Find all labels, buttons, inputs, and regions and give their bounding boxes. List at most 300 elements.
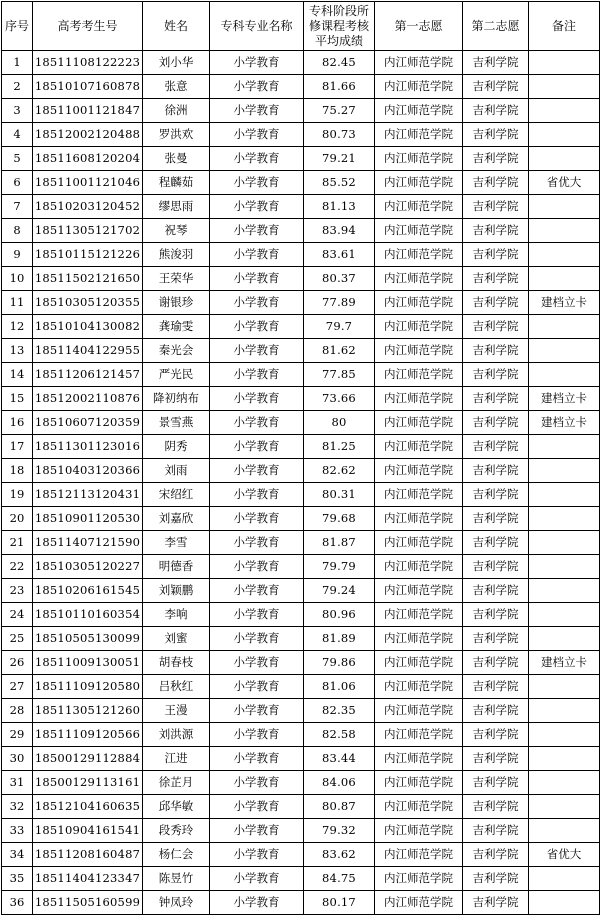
cell-score: 73.66: [304, 387, 375, 411]
cell-seq: 22: [2, 555, 33, 579]
cell-second-choice: 吉利学院: [463, 891, 529, 915]
cell-name: 熊浚羽: [143, 243, 210, 267]
cell-remarks: [529, 123, 600, 147]
table-row: [2, 699, 600, 723]
header-name: 姓名: [143, 2, 210, 51]
cell-major: 小学教育: [210, 147, 304, 171]
cell-exam-no: 18511001121847: [33, 99, 143, 123]
table-row: [2, 555, 600, 579]
cell-second-choice: 吉利学院: [463, 627, 529, 651]
header-exam-no: 高考考生号: [33, 2, 143, 51]
cell-exam-no: 18512113120431: [33, 483, 143, 507]
cell-major: 小学教育: [210, 723, 304, 747]
cell-first-choice: 内江师范学院: [375, 75, 463, 99]
table-row: [2, 579, 600, 603]
cell-seq: 14: [2, 363, 33, 387]
cell-exam-no: 18511301123016: [33, 435, 143, 459]
cell-second-choice: 吉利学院: [463, 819, 529, 843]
cell-exam-no: 18510901120530: [33, 507, 143, 531]
cell-name: 王漫: [143, 699, 210, 723]
cell-remarks: [529, 819, 600, 843]
cell-seq: 20: [2, 507, 33, 531]
cell-major: 小学教育: [210, 651, 304, 675]
cell-first-choice: 内江师范学院: [375, 723, 463, 747]
cell-name: 明德香: [143, 555, 210, 579]
cell-seq: 7: [2, 195, 33, 219]
cell-first-choice: 内江师范学院: [375, 267, 463, 291]
cell-remarks: [529, 867, 600, 891]
cell-seq: 16: [2, 411, 33, 435]
cell-score: 77.85: [304, 363, 375, 387]
cell-score: 85.52: [304, 171, 375, 195]
table-row: [2, 147, 600, 171]
cell-exam-no: 18512104160635: [33, 795, 143, 819]
header-remarks: 备注: [529, 2, 600, 51]
cell-seq: 11: [2, 291, 33, 315]
cell-seq: 4: [2, 123, 33, 147]
cell-exam-no: 18510115121226: [33, 243, 143, 267]
cell-exam-no: 18510104130082: [33, 315, 143, 339]
cell-major: 小学教育: [210, 99, 304, 123]
cell-name: 祝琴: [143, 219, 210, 243]
cell-major: 小学教育: [210, 627, 304, 651]
cell-name: 刘颖鹏: [143, 579, 210, 603]
cell-major: 小学教育: [210, 387, 304, 411]
cell-remarks: [529, 195, 600, 219]
cell-exam-no: 18510110160354: [33, 603, 143, 627]
table-row: [2, 315, 600, 339]
cell-exam-no: 18510403120366: [33, 459, 143, 483]
cell-first-choice: 内江师范学院: [375, 123, 463, 147]
cell-exam-no: 18511009130051: [33, 651, 143, 675]
cell-score: 84.06: [304, 771, 375, 795]
table-row: [2, 507, 600, 531]
cell-score: 82.58: [304, 723, 375, 747]
cell-second-choice: 吉利学院: [463, 243, 529, 267]
cell-name: 段秀玲: [143, 819, 210, 843]
cell-seq: 2: [2, 75, 33, 99]
cell-remarks: [529, 579, 600, 603]
table-row: [2, 411, 600, 435]
cell-first-choice: 内江师范学院: [375, 147, 463, 171]
cell-remarks: [529, 723, 600, 747]
cell-score: 81.87: [304, 531, 375, 555]
cell-seq: 12: [2, 315, 33, 339]
table-row: [2, 627, 600, 651]
cell-remarks: [529, 51, 600, 75]
table-row: [2, 99, 600, 123]
cell-first-choice: 内江师范学院: [375, 171, 463, 195]
cell-seq: 17: [2, 435, 33, 459]
cell-score: 83.62: [304, 843, 375, 867]
table-row: [2, 819, 600, 843]
cell-exam-no: 18511404123347: [33, 867, 143, 891]
cell-exam-no: 18511502121650: [33, 267, 143, 291]
cell-name: 宋绍红: [143, 483, 210, 507]
cell-name: 吕秋红: [143, 675, 210, 699]
cell-exam-no: 18511109120566: [33, 723, 143, 747]
table-row: [2, 747, 600, 771]
cell-major: 小学教育: [210, 771, 304, 795]
table-row: [2, 243, 600, 267]
cell-exam-no: 18511305121260: [33, 699, 143, 723]
cell-score: 79.86: [304, 651, 375, 675]
cell-second-choice: 吉利学院: [463, 675, 529, 699]
cell-seq: 10: [2, 267, 33, 291]
cell-seq: 18: [2, 459, 33, 483]
table-row: [2, 435, 600, 459]
cell-second-choice: 吉利学院: [463, 339, 529, 363]
cell-exam-no: 18511407121590: [33, 531, 143, 555]
cell-second-choice: 吉利学院: [463, 195, 529, 219]
cell-seq: 30: [2, 747, 33, 771]
cell-major: 小学教育: [210, 483, 304, 507]
cell-remarks: [529, 483, 600, 507]
cell-first-choice: 内江师范学院: [375, 411, 463, 435]
cell-score: 80.73: [304, 123, 375, 147]
cell-first-choice: 内江师范学院: [375, 507, 463, 531]
cell-exam-no: 18511001121046: [33, 171, 143, 195]
cell-second-choice: 吉利学院: [463, 531, 529, 555]
cell-exam-no: 18512002120488: [33, 123, 143, 147]
header-second-choice: 第二志愿: [463, 2, 529, 51]
cell-major: 小学教育: [210, 363, 304, 387]
cell-exam-no: 18510206161545: [33, 579, 143, 603]
cell-name: 降初纳布: [143, 387, 210, 411]
cell-exam-no: 18512002110876: [33, 387, 143, 411]
cell-name: 程麟茹: [143, 171, 210, 195]
cell-major: 小学教育: [210, 51, 304, 75]
cell-score: 80.37: [304, 267, 375, 291]
cell-name: 李响: [143, 603, 210, 627]
cell-exam-no: 18510607120359: [33, 411, 143, 435]
cell-first-choice: 内江师范学院: [375, 435, 463, 459]
cell-first-choice: 内江师范学院: [375, 363, 463, 387]
cell-second-choice: 吉利学院: [463, 507, 529, 531]
cell-major: 小学教育: [210, 747, 304, 771]
cell-second-choice: 吉利学院: [463, 99, 529, 123]
cell-first-choice: 内江师范学院: [375, 459, 463, 483]
cell-major: 小学教育: [210, 435, 304, 459]
cell-remarks: 建档立卡: [529, 387, 600, 411]
cell-name: 江进: [143, 747, 210, 771]
cell-remarks: [529, 99, 600, 123]
cell-major: 小学教育: [210, 699, 304, 723]
cell-name: 胡春枝: [143, 651, 210, 675]
cell-seq: 3: [2, 99, 33, 123]
cell-second-choice: 吉利学院: [463, 75, 529, 99]
cell-first-choice: 内江师范学院: [375, 531, 463, 555]
cell-second-choice: 吉利学院: [463, 51, 529, 75]
cell-remarks: [529, 555, 600, 579]
cell-major: 小学教育: [210, 507, 304, 531]
cell-first-choice: 内江师范学院: [375, 483, 463, 507]
header-first-choice: 第一志愿: [375, 2, 463, 51]
table-body: [2, 51, 600, 915]
table-row: [2, 219, 600, 243]
cell-first-choice: 内江师范学院: [375, 315, 463, 339]
cell-name: 刘嘉欣: [143, 507, 210, 531]
cell-first-choice: 内江师范学院: [375, 843, 463, 867]
cell-second-choice: 吉利学院: [463, 147, 529, 171]
cell-second-choice: 吉利学院: [463, 123, 529, 147]
cell-major: 小学教育: [210, 795, 304, 819]
cell-score: 83.94: [304, 219, 375, 243]
cell-name: 钟凤玲: [143, 891, 210, 915]
cell-name: 罗洪欢: [143, 123, 210, 147]
table-row: [2, 195, 600, 219]
cell-seq: 36: [2, 891, 33, 915]
cell-first-choice: 内江师范学院: [375, 771, 463, 795]
cell-name: 李雪: [143, 531, 210, 555]
cell-first-choice: 内江师范学院: [375, 651, 463, 675]
cell-remarks: [529, 75, 600, 99]
cell-first-choice: 内江师范学院: [375, 891, 463, 915]
cell-second-choice: 吉利学院: [463, 291, 529, 315]
cell-exam-no: 18511208160487: [33, 843, 143, 867]
cell-exam-no: 18510505130099: [33, 627, 143, 651]
cell-remarks: [529, 795, 600, 819]
cell-exam-no: 18511108122223: [33, 51, 143, 75]
cell-first-choice: 内江师范学院: [375, 339, 463, 363]
cell-remarks: [529, 339, 600, 363]
cell-score: 83.44: [304, 747, 375, 771]
cell-remarks: [529, 315, 600, 339]
cell-remarks: 建档立卡: [529, 411, 600, 435]
cell-remarks: [529, 699, 600, 723]
cell-seq: 35: [2, 867, 33, 891]
cell-second-choice: 吉利学院: [463, 723, 529, 747]
cell-exam-no: 18500129112884: [33, 747, 143, 771]
cell-major: 小学教育: [210, 891, 304, 915]
cell-name: 张意: [143, 75, 210, 99]
cell-exam-no: 18511305121702: [33, 219, 143, 243]
cell-name: 张曼: [143, 147, 210, 171]
table-row: [2, 339, 600, 363]
header-seq: 序号: [2, 2, 33, 51]
table-row: [2, 363, 600, 387]
table-row: [2, 267, 600, 291]
cell-first-choice: 内江师范学院: [375, 867, 463, 891]
cell-remarks: [529, 435, 600, 459]
cell-remarks: [529, 243, 600, 267]
cell-exam-no: 18510107160878: [33, 75, 143, 99]
cell-seq: 21: [2, 531, 33, 555]
cell-score: 79.68: [304, 507, 375, 531]
cell-major: 小学教育: [210, 315, 304, 339]
cell-seq: 1: [2, 51, 33, 75]
cell-major: 小学教育: [210, 579, 304, 603]
cell-score: 81.06: [304, 675, 375, 699]
table-row: [2, 387, 600, 411]
cell-seq: 8: [2, 219, 33, 243]
cell-seq: 29: [2, 723, 33, 747]
cell-remarks: [529, 675, 600, 699]
cell-second-choice: 吉利学院: [463, 771, 529, 795]
cell-major: 小学教育: [210, 555, 304, 579]
cell-exam-no: 18510305120355: [33, 291, 143, 315]
cell-name: 阴秀: [143, 435, 210, 459]
cell-first-choice: 内江师范学院: [375, 219, 463, 243]
table-row: [2, 843, 600, 867]
cell-second-choice: 吉利学院: [463, 651, 529, 675]
cell-remarks: [529, 147, 600, 171]
cell-name: 景雪燕: [143, 411, 210, 435]
cell-major: 小学教育: [210, 459, 304, 483]
table-row: [2, 891, 600, 915]
table-row: [2, 123, 600, 147]
cell-score: 81.13: [304, 195, 375, 219]
cell-seq: 23: [2, 579, 33, 603]
cell-score: 81.66: [304, 75, 375, 99]
cell-first-choice: 内江师范学院: [375, 579, 463, 603]
cell-name: 陈昱竹: [143, 867, 210, 891]
cell-remarks: [529, 531, 600, 555]
cell-remarks: [529, 603, 600, 627]
cell-name: 徐芷月: [143, 771, 210, 795]
cell-remarks: [529, 891, 600, 915]
cell-exam-no: 18511206121457: [33, 363, 143, 387]
table-row: [2, 51, 600, 75]
header-major: 专科专业名称: [210, 2, 304, 51]
cell-name: 王荣华: [143, 267, 210, 291]
table-row: [2, 75, 600, 99]
cell-name: 刘雨: [143, 459, 210, 483]
cell-remarks: [529, 267, 600, 291]
cell-major: 小学教育: [210, 219, 304, 243]
cell-first-choice: 内江师范学院: [375, 291, 463, 315]
cell-major: 小学教育: [210, 843, 304, 867]
cell-major: 小学教育: [210, 243, 304, 267]
cell-second-choice: 吉利学院: [463, 435, 529, 459]
table-row: [2, 171, 600, 195]
cell-remarks: 建档立卡: [529, 651, 600, 675]
cell-second-choice: 吉利学院: [463, 171, 529, 195]
cell-name: 杨仁会: [143, 843, 210, 867]
cell-seq: 6: [2, 171, 33, 195]
cell-second-choice: 吉利学院: [463, 579, 529, 603]
cell-major: 小学教育: [210, 603, 304, 627]
cell-major: 小学教育: [210, 171, 304, 195]
table-row: [2, 483, 600, 507]
cell-name: 刘洪源: [143, 723, 210, 747]
cell-major: 小学教育: [210, 411, 304, 435]
header-score: 专科阶段所修课程考核平均成绩: [304, 2, 375, 51]
cell-score: 77.89: [304, 291, 375, 315]
cell-seq: 19: [2, 483, 33, 507]
table-row: [2, 723, 600, 747]
cell-major: 小学教育: [210, 267, 304, 291]
cell-first-choice: 内江师范学院: [375, 99, 463, 123]
cell-second-choice: 吉利学院: [463, 603, 529, 627]
cell-first-choice: 内江师范学院: [375, 675, 463, 699]
cell-score: 80: [304, 411, 375, 435]
cell-score: 81.89: [304, 627, 375, 651]
cell-name: 秦光会: [143, 339, 210, 363]
cell-score: 82.62: [304, 459, 375, 483]
table-row: [2, 531, 600, 555]
cell-second-choice: 吉利学院: [463, 459, 529, 483]
cell-remarks: 省优大: [529, 171, 600, 195]
table-row: [2, 291, 600, 315]
cell-score: 80.31: [304, 483, 375, 507]
cell-score: 79.24: [304, 579, 375, 603]
cell-seq: 15: [2, 387, 33, 411]
cell-score: 79.7: [304, 315, 375, 339]
cell-major: 小学教育: [210, 291, 304, 315]
cell-remarks: 省优大: [529, 843, 600, 867]
cell-major: 小学教育: [210, 75, 304, 99]
cell-second-choice: 吉利学院: [463, 219, 529, 243]
cell-first-choice: 内江师范学院: [375, 555, 463, 579]
cell-remarks: [529, 627, 600, 651]
cell-score: 79.21: [304, 147, 375, 171]
cell-second-choice: 吉利学院: [463, 267, 529, 291]
cell-remarks: 建档立卡: [529, 291, 600, 315]
cell-exam-no: 18511404122955: [33, 339, 143, 363]
cell-second-choice: 吉利学院: [463, 555, 529, 579]
cell-seq: 32: [2, 795, 33, 819]
cell-score: 82.45: [304, 51, 375, 75]
admission-roster-table: [1, 1, 600, 915]
table-row: [2, 795, 600, 819]
cell-major: 小学教育: [210, 531, 304, 555]
cell-first-choice: 内江师范学院: [375, 603, 463, 627]
cell-second-choice: 吉利学院: [463, 795, 529, 819]
cell-remarks: [529, 747, 600, 771]
cell-first-choice: 内江师范学院: [375, 387, 463, 411]
table-row: [2, 651, 600, 675]
cell-first-choice: 内江师范学院: [375, 747, 463, 771]
cell-second-choice: 吉利学院: [463, 315, 529, 339]
cell-exam-no: 18511505160599: [33, 891, 143, 915]
cell-name: 刘小华: [143, 51, 210, 75]
cell-seq: 26: [2, 651, 33, 675]
cell-remarks: [529, 363, 600, 387]
cell-major: 小学教育: [210, 339, 304, 363]
cell-seq: 24: [2, 603, 33, 627]
cell-second-choice: 吉利学院: [463, 411, 529, 435]
cell-second-choice: 吉利学院: [463, 363, 529, 387]
cell-exam-no: 18510203120452: [33, 195, 143, 219]
cell-score: 83.61: [304, 243, 375, 267]
cell-exam-no: 18500129113161: [33, 771, 143, 795]
cell-second-choice: 吉利学院: [463, 747, 529, 771]
cell-score: 81.25: [304, 435, 375, 459]
cell-exam-no: 18511109120580: [33, 675, 143, 699]
cell-seq: 13: [2, 339, 33, 363]
cell-score: 79.79: [304, 555, 375, 579]
cell-score: 75.27: [304, 99, 375, 123]
cell-exam-no: 18510904161541: [33, 819, 143, 843]
cell-seq: 28: [2, 699, 33, 723]
cell-remarks: [529, 507, 600, 531]
cell-name: 邱华敏: [143, 795, 210, 819]
cell-name: 缪思雨: [143, 195, 210, 219]
cell-seq: 25: [2, 627, 33, 651]
cell-remarks: [529, 459, 600, 483]
cell-second-choice: 吉利学院: [463, 699, 529, 723]
table-row: [2, 675, 600, 699]
cell-seq: 9: [2, 243, 33, 267]
cell-name: 刘蜜: [143, 627, 210, 651]
cell-score: 80.87: [304, 795, 375, 819]
cell-first-choice: 内江师范学院: [375, 795, 463, 819]
cell-score: 81.62: [304, 339, 375, 363]
cell-first-choice: 内江师范学院: [375, 51, 463, 75]
cell-score: 79.32: [304, 819, 375, 843]
cell-first-choice: 内江师范学院: [375, 627, 463, 651]
